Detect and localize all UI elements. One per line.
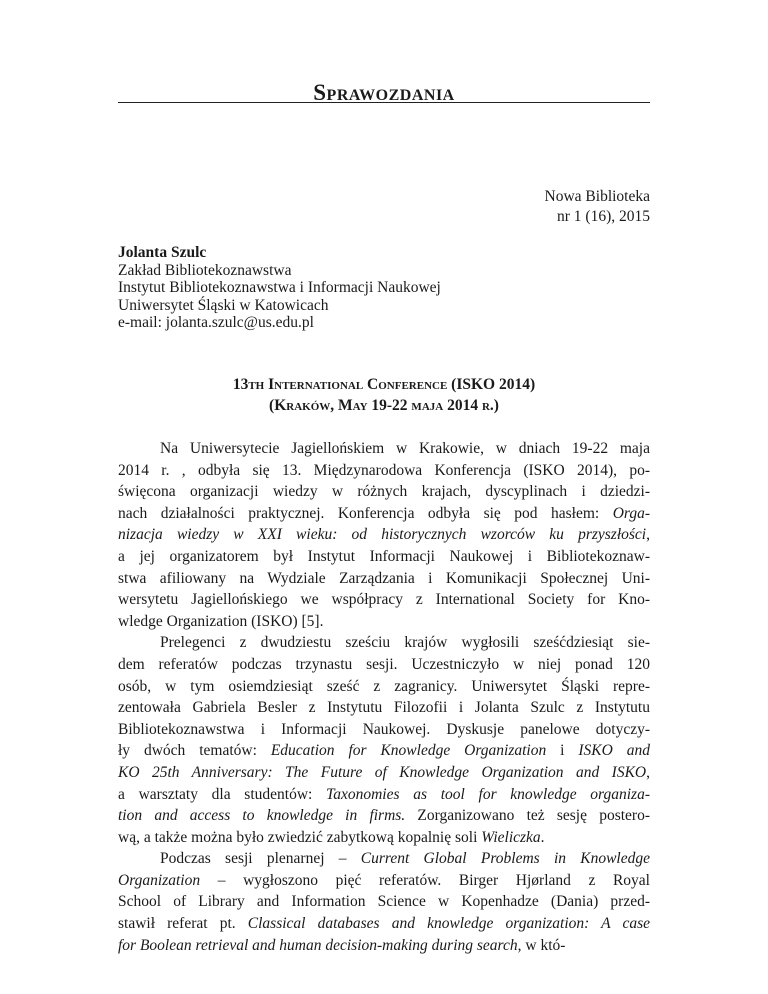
text-line [118,438,650,460]
text-segment: święcona organizacji wiedzy w różnych krajach, dyscyplinach i dziedzi- [118,483,650,501]
paragraph-2 [118,632,650,848]
text-segment: osób, w tym osiemdziesiąt sześć z zagranicy. Uniwersytet Śląski repre- [118,677,650,695]
text-segment: wą, a także można było zwiedzić zabytkową kopalnię soli [118,828,482,846]
text-segment: dem referatów podczas trzynastu sesji. Uczestniczyło w niej ponad 120 [118,655,650,673]
author-block [118,244,441,332]
author-university: Uniwersytet Śląski w Katowicach [118,296,329,314]
paragraph-1 [118,438,650,632]
author-department: Zakład Bibliotekoznawstwa [118,261,292,279]
text-line [118,524,650,546]
text-line [118,632,650,654]
text-segment: stwa afiliowany na Wydziale Zarządzania i Komunikacji Społecznej Uni- [118,569,650,587]
text-segment: School of Library and Information Science w Kopenhadze (Dania) przed- [118,893,650,911]
text-line [118,460,650,482]
italic-text: tion and access to knowledge in firms. [118,807,406,825]
italic-text: Wieliczka [481,828,541,846]
text-line [118,611,650,633]
text-line [118,568,650,590]
text-segment: Bibliotekoznawstwa i Informacji Naukowej. Dyskusje panelowe dotyczy- [118,720,650,738]
text-segment: i [546,742,579,760]
journal-info [545,187,650,227]
text-segment: Podczas sesji plenarnej – [160,850,361,868]
italic-text: Education for Knowledge Organization [270,742,547,760]
text-line [118,719,650,741]
text-segment: , [646,763,650,781]
text-line [118,676,650,698]
text-line [118,546,650,568]
text-segment: Zorganizowano też sesję postero- [405,807,650,825]
text-segment: a warsztaty dla studentów: [118,785,327,803]
text-line [118,740,650,762]
italic-text: nizacja wiedzy w XXI wieku: od historycznych wzorców ku przyszłości [118,526,647,544]
italic-text: for Boolean retrieval and human decision-making during search [118,936,518,954]
journal-name: Nowa Biblioteka [544,188,650,205]
author-email: e-mail: jolanta.szulc@us.edu.pl [118,314,314,331]
text-segment: a jej organizatorem był Instytut Informacji Naukowej i Bibliotekoznaw- [118,547,650,565]
text-line [118,503,650,525]
text-segment: . [540,828,545,846]
text-line [118,891,650,913]
italic-text: Current Global Problems in Knowledge [360,850,650,868]
text-line [118,697,650,719]
author-name: Jolanta Szulc [118,244,207,261]
text-segment: – wygłoszono pięć referatów. Birger Hjørland z Royal [200,871,650,889]
text-segment: Prelegenci z dwudziestu sześciu krajów wygłosili sześćdziesiąt sie- [160,634,650,652]
italic-text: Taxonomies as tool for knowledge organiza- [326,785,650,803]
text-segment: Na Uniwersytecie Jagiellońskiem w Krakowie, w dniach 19-22 maja [160,440,650,457]
author-institute: Instytut Bibliotekoznawstwa i Informacji Naukowej [118,279,441,296]
conference-title-line-2: (Kraków, May 19-22 maja 2014 r.) [269,397,499,414]
text-line [118,481,650,503]
paragraph-3 [118,848,650,956]
section-divider [118,102,650,103]
text-line [118,762,650,784]
conference-title [118,374,650,416]
text-segment: , [646,526,650,544]
italic-text: ISKO and [578,742,651,760]
article-body [118,438,650,956]
text-line [118,827,650,849]
text-line [118,589,650,611]
text-segment: wersytetu Jagiellońskiego we współpracy z International Society for Kno- [118,591,650,609]
text-segment: stawił referat pt. [118,915,248,933]
text-line [118,654,650,676]
text-line [118,784,650,806]
text-line [118,870,650,892]
text-segment: 2014 r. , odbyła się 13. Międzynarodowa Konferencja (ISKO 2014), po- [118,461,650,479]
text-segment: wledge Organization (ISKO) [5]. [118,612,324,630]
conference-title-line-1: 13th International Conference (ISKO 2014) [232,376,536,393]
italic-text: Classical databases and knowledge organization: A case [247,915,650,933]
text-segment: , w któ- [517,936,566,954]
section-title: Sprawozdania [313,80,455,105]
text-segment: nach działalności praktycznej. Konferencja odbyła się pod hasłem: [118,504,613,522]
text-segment: zentowała Gabriela Besler z Instytutu Filozofii i Jolanta Szulc z Instytutu [118,699,650,717]
italic-text: Organization [118,871,201,889]
italic-text: KO 25th Anniversary: The Future of Knowledge Organization and ISKO [118,763,647,781]
text-line [118,913,650,935]
text-line [118,935,650,957]
text-line [118,805,650,827]
italic-text: Orga- [612,504,650,522]
text-line [118,848,650,870]
text-segment: ły dwóch tematów: [118,742,271,760]
journal-issue: nr 1 (16), 2015 [557,208,650,225]
